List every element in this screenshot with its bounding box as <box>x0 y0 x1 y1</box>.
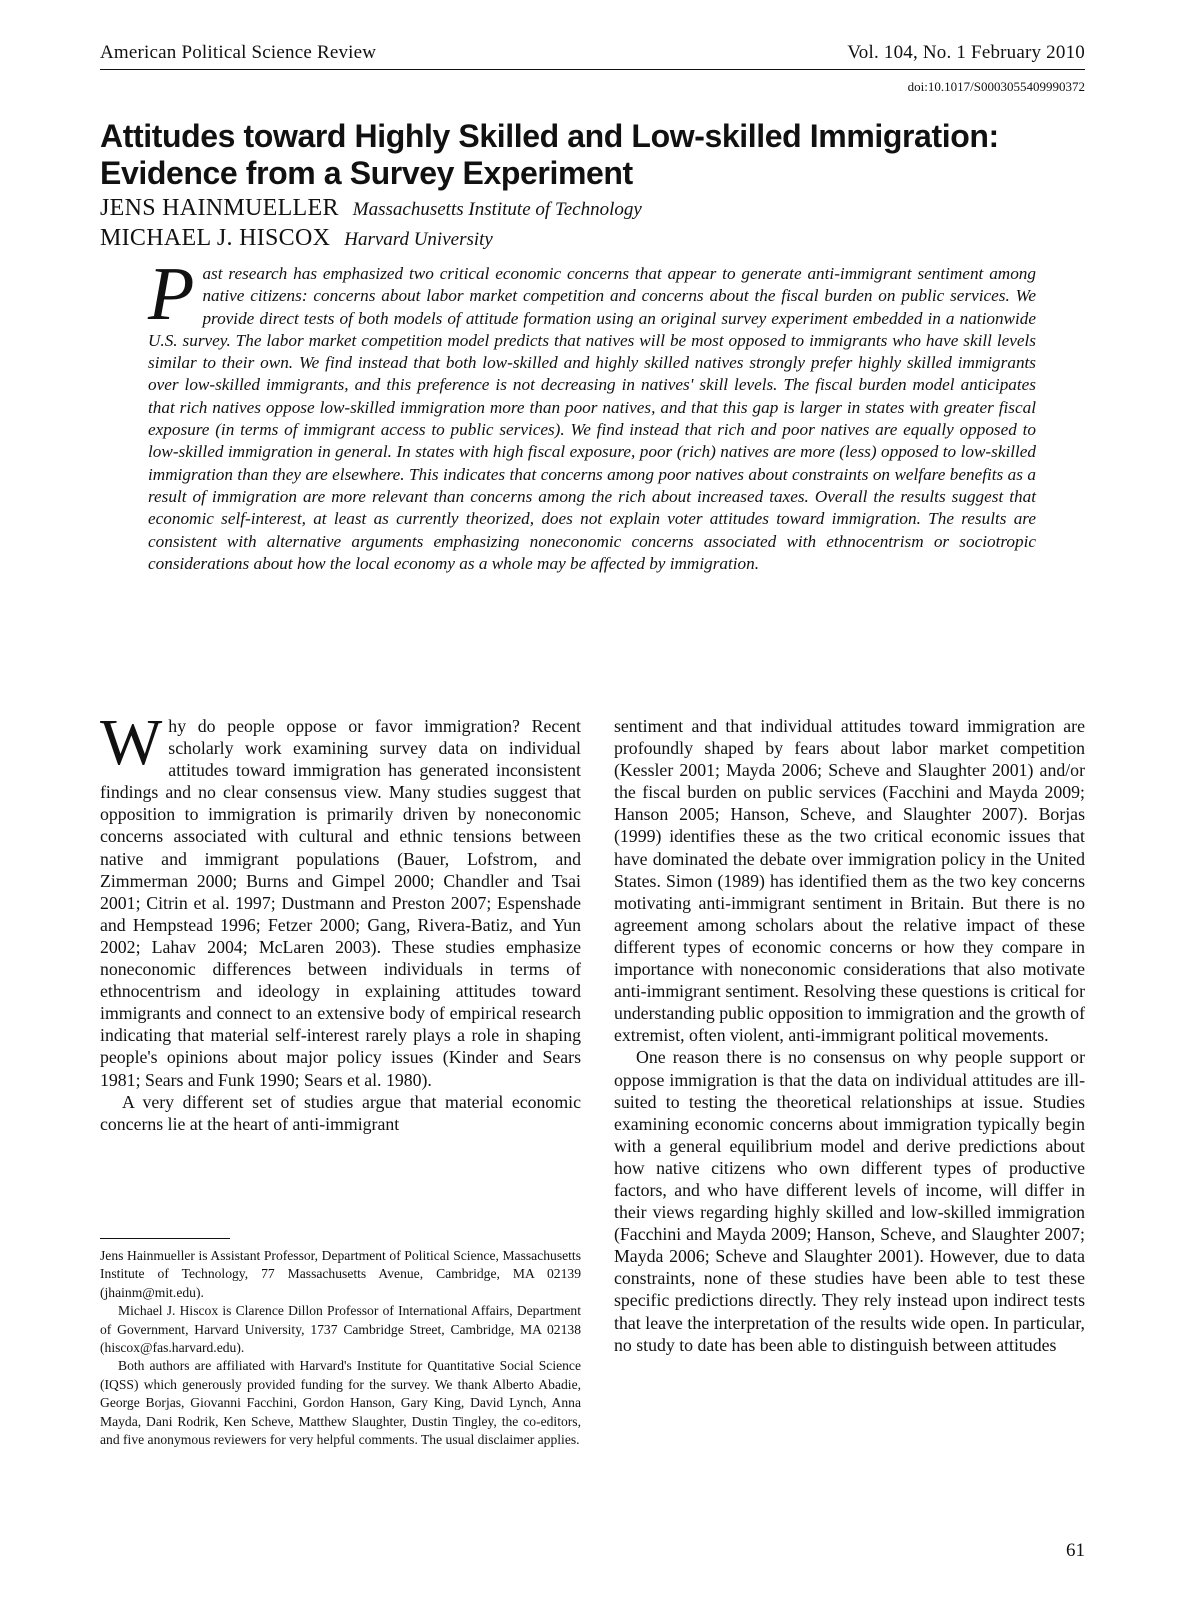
body-column-right <box>614 715 1085 1356</box>
author-affiliation: Massachusetts Institute of Technology <box>352 199 642 220</box>
doi: doi:10.1017/S0003055409990372 <box>907 79 1085 94</box>
body-paragraph-text: hy do people oppose or favor immigration? Recent scholarly work examining survey data on individual attitudes toward immigration has generated inconsistent findings and no clear consensus view. Many studies suggest that opposition to immigration is primarily driven by noneconomic concerns associated with cultural and ethnic tensions between native and immigrant populations (Bauer, Lofstrom, and Zimmerman 2000; Burns and Gimpel 2000; Chandler and Tsai 2001; Citrin et al. 1997; Dustmann and Preston 2007; Espenshade and Hempstead 1996; Fetzer 2000; Gang, Rivera-Batiz, and Yun 2002; Lahav 2004; McLaren 2003). These studies emphasize noneconomic differences between individuals in terms of ethnocentrism and ideology in explaining attitudes toward immigrants and connect to an extensive body of empirical research indicating that material self-interest rarely plays a role in shaping people's opinions about major policy issues (Kinder and Sears 1981; Sears and Funk 1990; Sears et al. 1980). <box>100 716 581 1090</box>
footnote-acknowledgments: Both authors are affiliated with Harvard's Institute for Quantitative Social Science (IQSS) which generously provided funding for the survey. We thank Alberto Abadie, George Borjas, Giovanni Facchini, Gordon Hanson, Gary King, David Lynch, Anna Mayda, Dani Rodrik, Ken Scheve, Matthew Slaughter, Dustin Tingley, the co-editors, and five anonymous reviewers for very helpful comments. The usual disclaimer applies. <box>100 1358 581 1448</box>
running-head <box>100 42 1085 68</box>
body-paragraph-continued: sentiment and that individual attitudes toward immigration are profoundly shaped by fears about labor market competition (Kessler 2001; Mayda 2006; Scheve and Slaughter 2001) and/or the fiscal burden on public services (Facchini and Mayda 2009; Hanson 2005; Hanson, Scheve, and Slaughter 2007). Borjas (1999) identifies these as the two critical economic issues that have dominated the debate over immigration policy in the United States. Simon (1989) has identified them as the two key concerns motivating anti-immigrant sentiment in Britain. But there is no agreement among scholars about the relative impact of these different types of economic concerns or how they compare in importance with noneconomic considerations that also motivate anti-immigrant sentiment. Resolving these questions is critical for understanding public opposition to immigration and the growth of extremist, often violent, anti-immigrant political movements. <box>614 716 1085 1046</box>
abstract-dropcap: P <box>148 252 195 336</box>
title-line-1: Attitudes toward Highly Skilled and Low-skilled Immigration: <box>100 118 999 154</box>
title-line-2: Evidence from a Survey Experiment <box>100 155 633 191</box>
body-paragraph: A very different set of studies argue that material economic concerns lie at the heart of anti-immigrant <box>100 1091 581 1134</box>
author-affiliation: Harvard University <box>344 229 493 250</box>
page-number: 61 <box>1066 1540 1085 1561</box>
body-dropcap: W <box>100 706 163 779</box>
author-2 <box>100 224 493 254</box>
body-column-left <box>100 706 581 1135</box>
body-paragraph <box>100 706 581 1091</box>
author-name: MICHAEL J. HISCOX <box>100 225 331 251</box>
body-paragraph: One reason there is no consensus on why people support or oppose immigration is that the data on individual attitudes are ill-suited to testing the theoretical relationships at issue. Studies examining economic concerns about immigration typically begin with a general equilibrium model and derive predictions about how native citizens who own different types of productive factors, and who have different levels of income, will differ in their views regarding highly skilled and low-skilled immigration (Facchini and Mayda 2009; Hanson, Scheve, and Slaughter 2007; Mayda 2006; Scheve and Slaughter 2001). However, due to data constraints, none of these studies have been able to test these specific predictions directly. They rely instead upon indirect tests that leave the interpretation of the results wide open. In particular, no study to date has been able to distinguish between attitudes <box>614 1047 1085 1355</box>
author-1 <box>100 194 642 224</box>
footnote-rule <box>100 1238 230 1239</box>
abstract <box>148 252 1036 575</box>
issue-info: Vol. 104, No. 1 February 2010 <box>847 42 1085 63</box>
author-name: JENS HAINMUELLER <box>100 195 339 221</box>
footnote-author-2: Michael J. Hiscox is Clarence Dillon Professor of International Affairs, Department of Government, Harvard University, 1737 Cambridge Street, Cambridge, MA 02138 (hiscox@fas.harvard.edu). <box>100 1303 581 1356</box>
article-title <box>100 118 1100 192</box>
footnotes <box>100 1247 581 1449</box>
abstract-text: ast research has emphasized two critical economic concerns that appear to generate anti-immigrant sentiment among native citizens: concerns about labor market competition and concerns about the fiscal burden on public services. We provide direct tests of both models of attitude formation using an original survey experiment embedded in a nationwide U.S. survey. The labor market competition model predicts that natives will be most opposed to immigrants who have skill levels similar to their own. We find instead that both low-skilled and highly skilled natives strongly prefer highly skilled immigrants over low-skilled immigrants, and this preference is not decreasing in natives' skill levels. The fiscal burden model anticipates that rich natives oppose low-skilled immigration more than poor natives, and that this gap is larger in states with greater fiscal exposure (in terms of immigrant access to public services). We find instead that rich and poor natives are equally opposed to low-skilled immigration in general. In states with high fiscal exposure, poor (rich) natives are more (less) opposed to low-skilled immigration than they are elsewhere. This indicates that concerns among poor natives about constraints on welfare benefits as a result of immigration are more relevant than concerns among the rich about increased taxes. Overall the results suggest that economic self-interest, at least as currently theorized, does not explain voter attitudes toward immigration. The results are consistent with alternative arguments emphasizing noneconomic concerns associated with ethnocentrism or sociotropic considerations about how the local economy as a whole may be affected by immigration. <box>148 264 1036 573</box>
header-rule <box>100 69 1085 70</box>
journal-name: American Political Science Review <box>100 42 377 63</box>
footnote-author-1: Jens Hainmueller is Assistant Professor, Department of Political Science, Massachusetts Institute of Technology, 77 Massachusetts Avenue, Cambridge, MA 02139 (jhainm@mit.edu). <box>100 1248 581 1300</box>
